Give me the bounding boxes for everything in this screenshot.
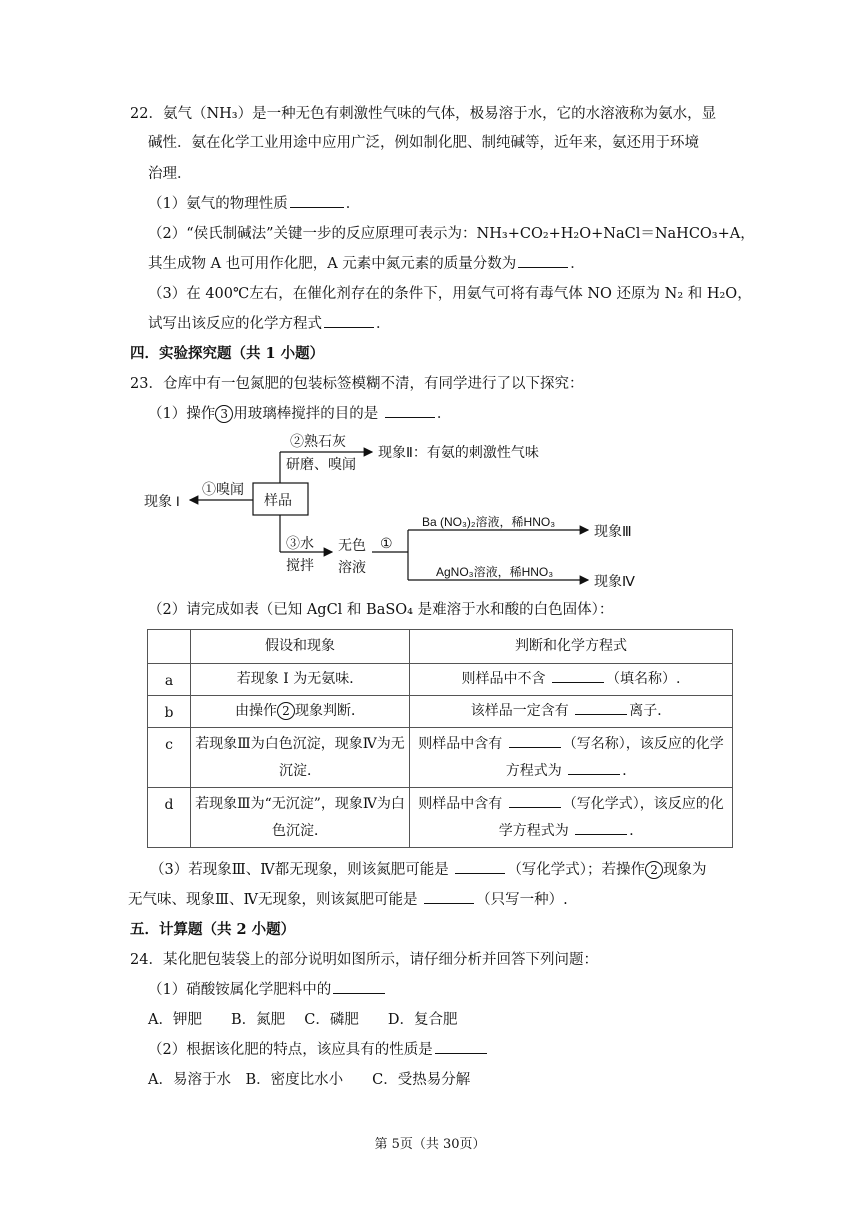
phenomenon-1-label: 现象 I — [144, 493, 180, 509]
q24-options-1: A．钾肥 B．氮肥 C．磷肥 D．复合肥 — [148, 1012, 458, 1028]
reagent-3-label: Ba (NO₃)₂溶液，稀HNO₃ — [422, 515, 556, 529]
answer-blank[interactable] — [455, 860, 505, 874]
q22-line2: 碱性．氨在化学工业用途中应用广泛，例如制化肥、制纯碱等，近年来，氨还用于环境 — [148, 135, 699, 151]
reagent-4-label: AgNO₃溶液，稀HNO₃ — [436, 565, 554, 579]
phenomenon-4-label: 现象Ⅳ — [594, 573, 635, 589]
table-cell: 则样品中含有 （写化学式），该反应的化学方程式为 ． — [410, 788, 733, 848]
answer-blank[interactable] — [290, 194, 344, 208]
op3-label: ③水 — [286, 535, 314, 551]
q23-part3-text: （写化学式）；若操作 — [507, 862, 646, 878]
circled-three-icon: 3 — [215, 405, 233, 423]
stir-label: 搅拌 — [286, 557, 314, 573]
table-row — [148, 696, 733, 728]
q23-part3b — [128, 890, 568, 910]
table-header: 判断和化学方程式 — [410, 630, 733, 664]
q22-part3b: 试写出该反应的化学方程式 ． — [148, 316, 391, 332]
answer-blank[interactable] — [435, 1040, 487, 1054]
answer-blank[interactable] — [324, 314, 374, 328]
cell-text: 则样品中含有 — [418, 735, 503, 752]
q24-options-2: A．易溶于水 B．密度比水小 C．受热易分解 — [148, 1072, 471, 1088]
row-id: c — [148, 728, 191, 788]
cell-text: 离子． — [629, 703, 672, 719]
q22-part3b-text: 试写出该反应的化学方程式 — [148, 316, 322, 332]
phenomenon-2-label: 现象Ⅱ：有氨的刺激性气味 — [378, 444, 539, 460]
q23-part1-text-a: （1）操作 — [148, 406, 216, 422]
table-cell — [191, 696, 410, 728]
hypothesis-table — [147, 629, 733, 848]
cell-text: （写名称），该反应的化学方程式为 — [505, 735, 724, 779]
q24-line1: 24．某化肥包装袋上的部分说明如图所示，请仔细分析并回答下列问题： — [130, 952, 598, 968]
q23-part3-text: （3）若现象Ⅲ、Ⅳ都无现象，则该氮肥可能是 — [150, 862, 449, 878]
answer-blank[interactable] — [575, 821, 627, 835]
cell-text: 则样品中不含 — [461, 671, 546, 687]
q23-line1: 23．仓库中有一包氮肥的包装标签模糊不清，有同学进行了以下探究： — [130, 376, 584, 392]
table-header-row — [148, 630, 733, 664]
q23-part2: （2）请完成如表（已知 AgCl 和 BaSO₄ 是难溶于水和酸的白色固体）： — [148, 602, 614, 618]
table-cell — [148, 630, 191, 664]
q22-part1-text: （1）氨气的物理性质 — [148, 196, 288, 212]
cell-text: 由操作 — [235, 703, 277, 719]
table-cell: 若现象 I 为无氨味． — [191, 664, 410, 696]
step1-label: ① — [380, 535, 393, 551]
q24-part1 — [148, 980, 387, 1000]
table-row — [148, 664, 733, 696]
table-row — [148, 788, 733, 848]
answer-blank[interactable] — [552, 669, 604, 683]
row-id: d — [148, 788, 191, 848]
q22-line1: 22．氨气（NH₃）是一种无色有刺激性气味的气体，极易溶于水，它的水溶液称为氨水，显 — [130, 106, 717, 122]
q22-part3a: （3）在 400℃左右，在催化剂存在的条件下，用氨气可将有毒气体 NO 还原为 N₂ 和 H₂O， — [148, 286, 752, 302]
q23-part3-text: 现象为 — [663, 862, 707, 878]
q22-part1: （1）氨气的物理性质 ． — [148, 196, 361, 212]
q22-part2a: （2）“侯氏制碱法”关键一步的反应原理可表示为：NH₃+CO₂+H₂O+NaCl＝NaHCO₃+A， — [148, 226, 755, 242]
table-cell: 若现象Ⅲ为白色沉淀，现象Ⅳ为无沉淀． — [191, 728, 410, 788]
section-5-heading: 五．计算题（共 2 小题） — [130, 921, 296, 938]
section-4-heading: 四．实验探究题（共 1 小题） — [130, 345, 325, 362]
circled-two-icon: 2 — [645, 861, 663, 879]
cell-text: 该样品一定含有 — [470, 703, 569, 719]
colorless-label-2: 溶液 — [338, 559, 366, 575]
row-id: b — [148, 696, 191, 728]
answer-blank[interactable] — [424, 890, 474, 904]
q24-part2 — [148, 1040, 489, 1060]
cell-text: （填名称）. — [606, 671, 681, 687]
q22-part2b: 其生成物 A 也可用作化肥，A 元素中氮元素的质量分数为 ． — [148, 256, 585, 272]
q24-part1-text: （1）硝酸铵属化学肥料中的 — [148, 982, 332, 998]
q23-part3a — [150, 860, 707, 880]
q23-part1-text-b: 用玻璃棒搅拌的目的是 — [233, 406, 379, 422]
table-cell: 若现象Ⅲ为“无沉淀”，现象Ⅳ为白色沉淀． — [191, 788, 410, 848]
answer-blank[interactable] — [385, 404, 435, 418]
answer-blank[interactable] — [509, 794, 561, 808]
q22-part2b-text: 其生成物 A 也可用作化肥，A 元素中氮元素的质量分数为 — [148, 256, 517, 272]
row-id: a — [148, 664, 191, 696]
grind-label: 研磨、嗅闻 — [286, 456, 356, 472]
op1-label: ①嗅闻 — [202, 481, 244, 497]
cell-text: 现象判断． — [295, 703, 365, 719]
answer-blank[interactable] — [518, 254, 568, 268]
table-cell — [410, 664, 733, 696]
answer-blank[interactable] — [568, 761, 620, 775]
q24-part2-text: （2）根据该化肥的特点，该应具有的性质是 — [148, 1042, 433, 1058]
cell-text: （写化学式），该反应的化学方程式为 — [498, 795, 724, 839]
q23-part3-text: 无气味、现象Ⅲ、Ⅳ无现象，则该氮肥可能是 — [128, 892, 418, 908]
op2-label: ②熟石灰 — [290, 433, 346, 449]
answer-blank[interactable] — [509, 734, 561, 748]
table-cell: 则样品中含有 （写名称），该反应的化学方程式为 ． — [410, 728, 733, 788]
table-row — [148, 728, 733, 788]
colorless-label-1: 无色 — [338, 537, 366, 553]
table-header: 假设和现象 — [191, 630, 410, 664]
phenomenon-3-label: 现象Ⅲ — [594, 523, 632, 539]
answer-blank[interactable] — [575, 701, 627, 715]
q23-part1: （1）操作 3 用玻璃棒搅拌的目的是 ． — [148, 406, 452, 422]
sample-label: 样品 — [264, 492, 292, 508]
q22-line3: 治理． — [148, 166, 192, 182]
circled-two-icon: 2 — [277, 702, 295, 720]
experiment-flow-diagram — [140, 428, 680, 596]
q23-part3-text: （只写一种）. — [476, 892, 568, 908]
page-footer: 第 5页（共 30页） — [374, 1137, 486, 1152]
cell-text: 则样品中含有 — [418, 795, 503, 812]
answer-blank[interactable] — [333, 980, 385, 994]
table-cell — [410, 696, 733, 728]
